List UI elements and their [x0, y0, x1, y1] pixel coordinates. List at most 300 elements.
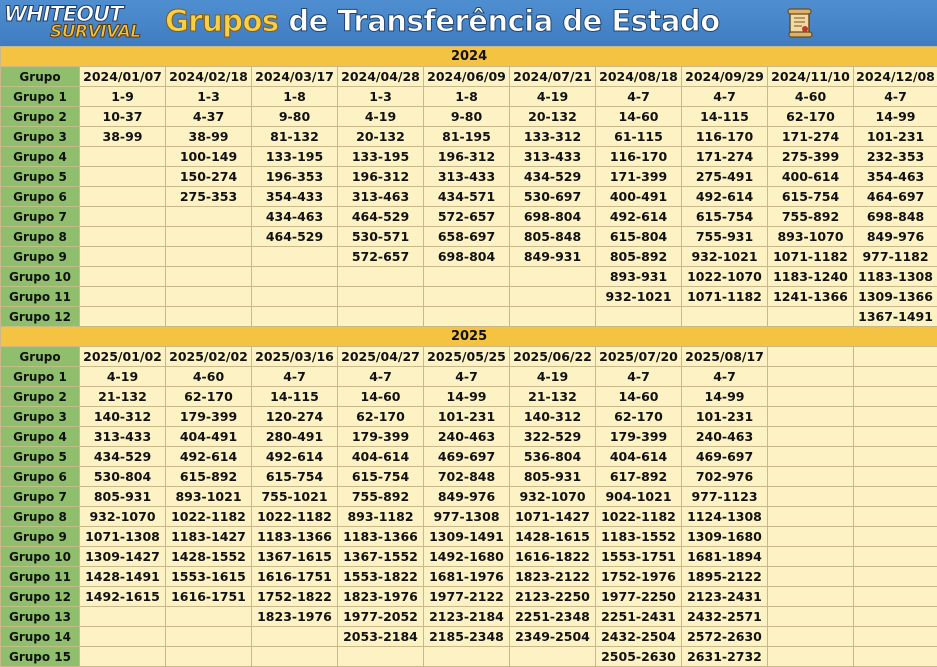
group-range-cell: 1071-1427: [510, 507, 596, 527]
group-range-cell: 21-132: [510, 387, 596, 407]
date-header: 2025/05/25: [424, 347, 510, 367]
group-range-cell: [854, 627, 937, 647]
table-row: [1, 207, 937, 227]
date-header: [854, 347, 937, 367]
group-range-cell: 932-1021: [682, 247, 768, 267]
group-range-cell: 492-614: [596, 207, 682, 227]
group-range-cell: 81-195: [424, 127, 510, 147]
group-label: Grupo 3: [1, 407, 80, 427]
group-range-cell: [854, 367, 937, 387]
group-label: Grupo 9: [1, 247, 80, 267]
group-range-cell: 14-115: [682, 107, 768, 127]
group-range-cell: [854, 407, 937, 427]
group-range-cell: 38-99: [80, 127, 166, 147]
group-range-cell: 658-697: [424, 227, 510, 247]
group-range-cell: [252, 647, 338, 667]
group-range-cell: 404-614: [338, 447, 424, 467]
group-label: Grupo 10: [1, 547, 80, 567]
date-header: 2024/12/08: [854, 67, 937, 87]
group-range-cell: 171-274: [768, 127, 854, 147]
group-range-cell: 1823-1976: [252, 607, 338, 627]
group-range-cell: 1022-1182: [166, 507, 252, 527]
group-range-cell: 2631-2732: [682, 647, 768, 667]
group-range-cell: 932-1021: [596, 287, 682, 307]
group-range-cell: [510, 267, 596, 287]
group-range-cell: 196-353: [252, 167, 338, 187]
group-range-cell: 2505-2630: [596, 647, 682, 667]
group-range-cell: [166, 267, 252, 287]
group-range-cell: 1681-1976: [424, 567, 510, 587]
group-range-cell: [424, 267, 510, 287]
group-range-cell: 434-571: [424, 187, 510, 207]
group-range-cell: 101-231: [424, 407, 510, 427]
group-range-cell: [338, 307, 424, 327]
group-label: Grupo 2: [1, 107, 80, 127]
group-range-cell: 1-8: [424, 87, 510, 107]
group-range-cell: 1553-1615: [166, 567, 252, 587]
group-range-cell: 400-491: [596, 187, 682, 207]
group-range-cell: 14-99: [424, 387, 510, 407]
group-range-cell: 4-7: [596, 367, 682, 387]
group-range-cell: [424, 307, 510, 327]
group-range-cell: 1752-1822: [252, 587, 338, 607]
group-range-cell: 977-1123: [682, 487, 768, 507]
group-range-cell: [768, 547, 854, 567]
group-range-cell: 4-19: [510, 367, 596, 387]
group-range-cell: 1-8: [252, 87, 338, 107]
group-range-cell: 21-132: [80, 387, 166, 407]
group-range-cell: 977-1308: [424, 507, 510, 527]
group-range-cell: [682, 307, 768, 327]
group-range-cell: [80, 287, 166, 307]
group-range-cell: 2053-2184: [338, 627, 424, 647]
group-range-cell: 20-132: [338, 127, 424, 147]
group-range-cell: 977-1182: [854, 247, 937, 267]
group-range-cell: [166, 647, 252, 667]
group-range-cell: 275-399: [768, 147, 854, 167]
date-header: [768, 347, 854, 367]
group-range-cell: 232-353: [854, 147, 937, 167]
group-range-cell: 1-3: [166, 87, 252, 107]
group-range-cell: 150-274: [166, 167, 252, 187]
group-range-cell: 322-529: [510, 427, 596, 447]
group-range-cell: [424, 647, 510, 667]
date-header: 2024/02/18: [166, 67, 252, 87]
group-range-cell: 404-614: [596, 447, 682, 467]
group-range-cell: 81-132: [252, 127, 338, 147]
group-range-cell: [424, 287, 510, 307]
group-range-cell: 1492-1680: [424, 547, 510, 567]
date-header: 2025/06/22: [510, 347, 596, 367]
group-range-cell: 1616-1751: [252, 567, 338, 587]
group-range-cell: 702-976: [682, 467, 768, 487]
group-range-cell: 14-60: [338, 387, 424, 407]
group-range-cell: 1977-2122: [424, 587, 510, 607]
group-range-cell: 179-399: [596, 427, 682, 447]
group-range-cell: 2432-2504: [596, 627, 682, 647]
group-range-cell: 4-19: [338, 107, 424, 127]
table-row: [1, 547, 937, 567]
group-range-cell: 1367-1491: [854, 307, 937, 327]
group-label: Grupo 7: [1, 487, 80, 507]
group-range-cell: 100-149: [166, 147, 252, 167]
group-range-cell: [510, 307, 596, 327]
table-row: [1, 107, 937, 127]
year-header: 2025: [1, 327, 937, 347]
table-row: [1, 127, 937, 147]
column-header-grupo: Grupo: [1, 347, 80, 367]
table-row: [1, 367, 937, 387]
group-range-cell: 464-529: [252, 227, 338, 247]
table-row: [1, 607, 937, 627]
group-range-cell: 1492-1615: [80, 587, 166, 607]
group-range-cell: 4-60: [166, 367, 252, 387]
page-title: [165, 4, 720, 38]
whiteout-survival-logo: [0, 0, 150, 46]
table-row: [1, 567, 937, 587]
group-range-cell: 1428-1491: [80, 567, 166, 587]
group-range-cell: [166, 307, 252, 327]
group-range-cell: [596, 307, 682, 327]
table-row: [1, 247, 937, 267]
table-row: [1, 147, 937, 167]
group-range-cell: 240-463: [424, 427, 510, 447]
date-header: 2025/04/27: [338, 347, 424, 367]
group-range-cell: 1553-1822: [338, 567, 424, 587]
group-range-cell: 2123-2250: [510, 587, 596, 607]
group-range-cell: 1183-1427: [166, 527, 252, 547]
group-range-cell: 615-754: [338, 467, 424, 487]
group-range-cell: 313-433: [424, 167, 510, 187]
group-range-cell: [768, 567, 854, 587]
group-range-cell: 805-931: [80, 487, 166, 507]
group-range-cell: [854, 387, 937, 407]
group-label: Grupo 4: [1, 427, 80, 447]
group-range-cell: 2572-2630: [682, 627, 768, 647]
group-range-cell: 617-892: [596, 467, 682, 487]
section-2024: [1, 47, 937, 327]
group-range-cell: 893-1182: [338, 507, 424, 527]
group-range-cell: 196-312: [424, 147, 510, 167]
group-label: Grupo 4: [1, 147, 80, 167]
group-range-cell: 62-170: [768, 107, 854, 127]
group-range-cell: 1752-1976: [596, 567, 682, 587]
group-range-cell: 9-80: [424, 107, 510, 127]
group-range-cell: 1367-1552: [338, 547, 424, 567]
group-range-cell: [768, 307, 854, 327]
group-range-cell: [338, 287, 424, 307]
group-range-cell: 932-1070: [510, 487, 596, 507]
group-range-cell: 1-9: [80, 87, 166, 107]
group-range-cell: 1977-2052: [338, 607, 424, 627]
group-label: Grupo 11: [1, 287, 80, 307]
group-range-cell: 492-614: [166, 447, 252, 467]
group-range-cell: 400-614: [768, 167, 854, 187]
group-range-cell: 805-848: [510, 227, 596, 247]
group-range-cell: [768, 467, 854, 487]
group-label: Grupo 6: [1, 187, 80, 207]
group-range-cell: 469-697: [424, 447, 510, 467]
group-range-cell: 133-195: [338, 147, 424, 167]
group-range-cell: 171-274: [682, 147, 768, 167]
group-range-cell: 62-170: [596, 407, 682, 427]
group-range-cell: 893-931: [596, 267, 682, 287]
group-range-cell: 171-399: [596, 167, 682, 187]
group-range-cell: 133-195: [252, 147, 338, 167]
group-range-cell: 4-7: [424, 367, 510, 387]
group-range-cell: [80, 147, 166, 167]
date-header: 2024/03/17: [252, 67, 338, 87]
group-range-cell: [768, 647, 854, 667]
group-range-cell: [80, 267, 166, 287]
group-range-cell: 469-697: [682, 447, 768, 467]
group-range-cell: 61-115: [596, 127, 682, 147]
group-range-cell: 1071-1182: [768, 247, 854, 267]
group-range-cell: 932-1070: [80, 507, 166, 527]
group-range-cell: [854, 427, 937, 447]
table-row: [1, 427, 937, 447]
group-range-cell: [768, 527, 854, 547]
group-range-cell: 615-754: [768, 187, 854, 207]
table-row: [1, 627, 937, 647]
group-range-cell: 1823-1976: [338, 587, 424, 607]
group-range-cell: 179-399: [166, 407, 252, 427]
group-range-cell: 275-353: [166, 187, 252, 207]
group-range-cell: 849-976: [854, 227, 937, 247]
group-range-cell: 805-892: [596, 247, 682, 267]
table-row: [1, 527, 937, 547]
group-label: Grupo 1: [1, 367, 80, 387]
group-range-cell: [768, 367, 854, 387]
group-range-cell: 1183-1366: [338, 527, 424, 547]
group-range-cell: 1895-2122: [682, 567, 768, 587]
group-range-cell: 4-7: [338, 367, 424, 387]
date-header: 2025/01/02: [80, 347, 166, 367]
group-range-cell: 1183-1552: [596, 527, 682, 547]
table-row: [1, 307, 937, 327]
table-row: [1, 447, 937, 467]
group-range-cell: 4-19: [80, 367, 166, 387]
group-range-cell: 755-892: [338, 487, 424, 507]
group-range-cell: 2251-2348: [510, 607, 596, 627]
group-range-cell: [768, 447, 854, 467]
group-range-cell: 179-399: [338, 427, 424, 447]
group-range-cell: 14-115: [252, 387, 338, 407]
group-range-cell: 140-312: [510, 407, 596, 427]
column-header-grupo: Grupo: [1, 67, 80, 87]
group-range-cell: [854, 647, 937, 667]
group-range-cell: 4-7: [854, 87, 937, 107]
group-range-cell: [166, 287, 252, 307]
group-range-cell: 354-433: [252, 187, 338, 207]
group-range-cell: 354-463: [854, 167, 937, 187]
table-row: [1, 227, 937, 247]
group-range-cell: [854, 487, 937, 507]
logo-line2: SURVIVAL: [50, 22, 141, 42]
group-range-cell: 755-931: [682, 227, 768, 247]
group-range-cell: 404-491: [166, 427, 252, 447]
group-range-cell: 1124-1308: [682, 507, 768, 527]
group-range-cell: 280-491: [252, 427, 338, 447]
group-range-cell: 4-7: [682, 367, 768, 387]
table-row: [1, 87, 937, 107]
group-range-cell: [768, 387, 854, 407]
group-range-cell: [252, 287, 338, 307]
group-range-cell: 313-463: [338, 187, 424, 207]
group-range-cell: 1309-1366: [854, 287, 937, 307]
group-range-cell: [166, 247, 252, 267]
group-range-cell: 1022-1182: [252, 507, 338, 527]
date-header: 2025/08/17: [682, 347, 768, 367]
group-range-cell: 1309-1491: [424, 527, 510, 547]
date-header: 2025/02/02: [166, 347, 252, 367]
group-range-cell: 755-1021: [252, 487, 338, 507]
group-range-cell: 434-463: [252, 207, 338, 227]
group-range-cell: 1823-2122: [510, 567, 596, 587]
group-range-cell: 2349-2504: [510, 627, 596, 647]
group-range-cell: [768, 487, 854, 507]
group-range-cell: [80, 247, 166, 267]
date-header: 2025/03/16: [252, 347, 338, 367]
group-range-cell: 9-80: [252, 107, 338, 127]
group-range-cell: [80, 627, 166, 647]
group-range-cell: 530-571: [338, 227, 424, 247]
group-range-cell: [166, 227, 252, 247]
group-range-cell: 615-892: [166, 467, 252, 487]
group-range-cell: 615-804: [596, 227, 682, 247]
group-range-cell: [510, 287, 596, 307]
group-range-cell: 14-60: [596, 107, 682, 127]
group-range-cell: 2251-2431: [596, 607, 682, 627]
group-range-cell: 615-754: [252, 467, 338, 487]
group-range-cell: 805-931: [510, 467, 596, 487]
group-range-cell: [166, 627, 252, 647]
group-range-cell: 434-529: [510, 167, 596, 187]
group-range-cell: [768, 507, 854, 527]
group-range-cell: 20-132: [510, 107, 596, 127]
group-range-cell: 434-529: [80, 447, 166, 467]
group-range-cell: [854, 447, 937, 467]
group-range-cell: [768, 627, 854, 647]
group-range-cell: [768, 427, 854, 447]
group-range-cell: 120-274: [252, 407, 338, 427]
table-row: [1, 487, 937, 507]
title-part2: de Transferência de Estado: [288, 4, 719, 38]
group-range-cell: 464-529: [338, 207, 424, 227]
group-range-cell: 1428-1552: [166, 547, 252, 567]
date-header: 2025/07/20: [596, 347, 682, 367]
group-range-cell: 4-7: [252, 367, 338, 387]
group-range-cell: [854, 607, 937, 627]
group-range-cell: 62-170: [338, 407, 424, 427]
group-range-cell: 240-463: [682, 427, 768, 447]
group-range-cell: [166, 607, 252, 627]
group-range-cell: 116-170: [596, 147, 682, 167]
group-range-cell: [80, 607, 166, 627]
group-range-cell: [252, 627, 338, 647]
group-range-cell: 698-804: [424, 247, 510, 267]
group-label: Grupo 13: [1, 607, 80, 627]
group-range-cell: 849-976: [424, 487, 510, 507]
table-row: [1, 267, 937, 287]
table-row: [1, 647, 937, 667]
group-range-cell: [80, 227, 166, 247]
group-range-cell: 492-614: [682, 187, 768, 207]
group-range-cell: 755-892: [768, 207, 854, 227]
group-range-cell: [338, 647, 424, 667]
group-range-cell: [252, 307, 338, 327]
group-range-cell: [80, 207, 166, 227]
group-label: Grupo 1: [1, 87, 80, 107]
table-row: [1, 287, 937, 307]
group-label: Grupo 10: [1, 267, 80, 287]
group-range-cell: 1309-1427: [80, 547, 166, 567]
group-range-cell: 698-848: [854, 207, 937, 227]
group-label: Grupo 5: [1, 447, 80, 467]
group-range-cell: 536-804: [510, 447, 596, 467]
group-range-cell: 2432-2571: [682, 607, 768, 627]
date-header: 2024/06/09: [424, 67, 510, 87]
group-range-cell: 14-60: [596, 387, 682, 407]
group-range-cell: 572-657: [338, 247, 424, 267]
group-range-cell: 1-3: [338, 87, 424, 107]
group-range-cell: 893-1070: [768, 227, 854, 247]
group-range-cell: 133-312: [510, 127, 596, 147]
group-range-cell: 893-1021: [166, 487, 252, 507]
group-label: Grupo 6: [1, 467, 80, 487]
group-range-cell: [80, 307, 166, 327]
table-row: [1, 407, 937, 427]
group-range-cell: 702-848: [424, 467, 510, 487]
group-range-cell: 1681-1894: [682, 547, 768, 567]
group-range-cell: [854, 587, 937, 607]
group-range-cell: 4-7: [682, 87, 768, 107]
group-range-cell: [338, 267, 424, 287]
group-range-cell: 1977-2250: [596, 587, 682, 607]
group-range-cell: 116-170: [682, 127, 768, 147]
group-range-cell: [80, 647, 166, 667]
group-range-cell: 10-37: [80, 107, 166, 127]
group-range-cell: 698-804: [510, 207, 596, 227]
group-label: Grupo 15: [1, 647, 80, 667]
group-range-cell: 62-170: [166, 387, 252, 407]
group-range-cell: 464-697: [854, 187, 937, 207]
group-range-cell: 196-312: [338, 167, 424, 187]
table-row: [1, 467, 937, 487]
group-range-cell: 1183-1366: [252, 527, 338, 547]
group-range-cell: [252, 267, 338, 287]
group-range-cell: 4-37: [166, 107, 252, 127]
group-range-cell: 849-931: [510, 247, 596, 267]
group-range-cell: 313-433: [80, 427, 166, 447]
group-range-cell: [80, 187, 166, 207]
group-range-cell: [854, 527, 937, 547]
year-header: 2024: [1, 47, 937, 67]
group-range-cell: 1071-1308: [80, 527, 166, 547]
group-range-cell: [252, 247, 338, 267]
group-label: Grupo 12: [1, 307, 80, 327]
table-row: [1, 387, 937, 407]
group-range-cell: 1022-1070: [682, 267, 768, 287]
group-range-cell: 572-657: [424, 207, 510, 227]
group-range-cell: 1071-1182: [682, 287, 768, 307]
group-range-cell: 1022-1182: [596, 507, 682, 527]
group-range-cell: 615-754: [682, 207, 768, 227]
date-header: 2024/11/10: [768, 67, 854, 87]
group-range-cell: 4-7: [596, 87, 682, 107]
group-range-cell: [80, 167, 166, 187]
group-range-cell: [510, 647, 596, 667]
